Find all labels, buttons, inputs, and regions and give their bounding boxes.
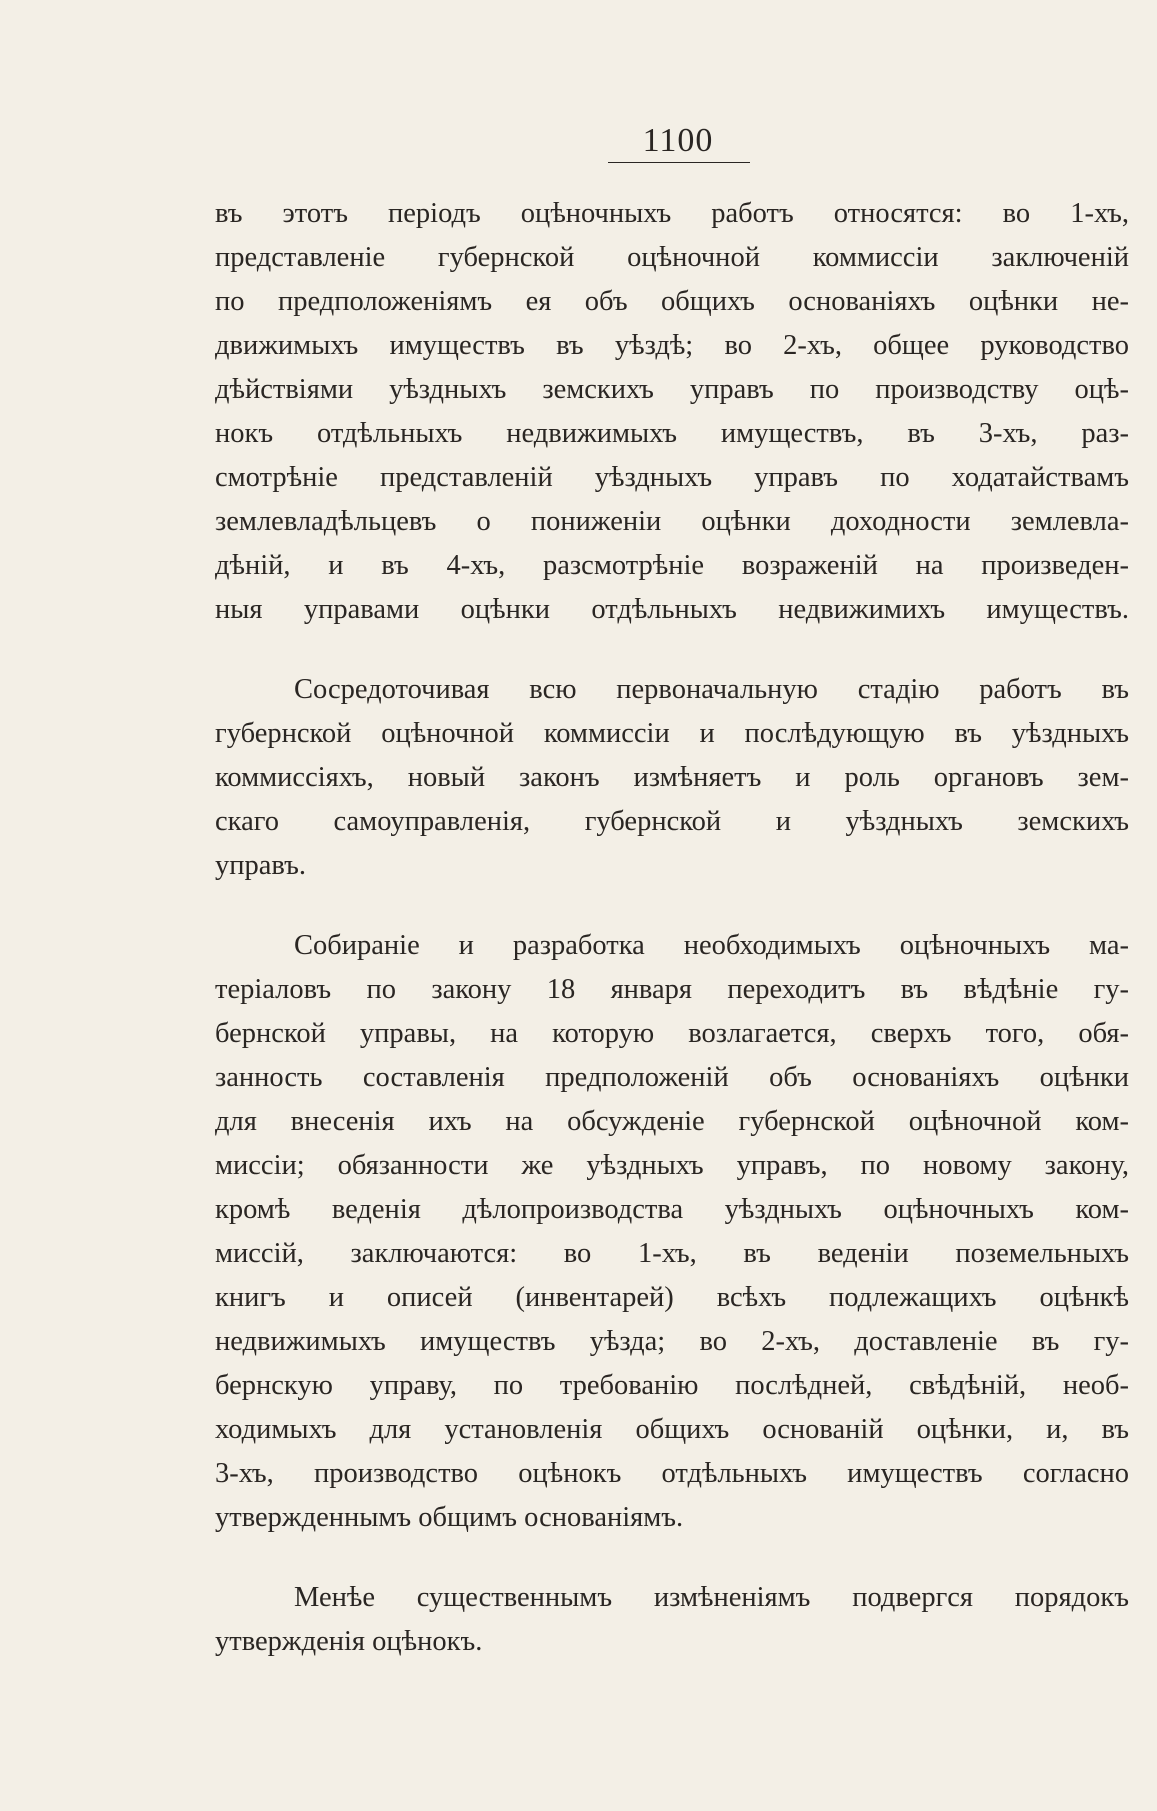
- text-line: Собираніе и разработка необходимыхъ оцѣночныхъ ма-: [294, 930, 1129, 961]
- text-line: книгъ и описей (инвентарей) всѣхъ подлежащихъ оцѣнкѣ: [215, 1282, 1129, 1313]
- text-line: миссіи; обязанности же уѣздныхъ управъ, по новому закону,: [215, 1150, 1129, 1181]
- text-line: дѣній, и въ 4-хъ, разсмотрѣніе возраженій на произведен-: [215, 550, 1129, 581]
- page-number-container: [608, 122, 748, 160]
- text-line: занность составленія предположеній объ основаніяхъ оцѣнки: [215, 1062, 1129, 1093]
- text-line: движимыхъ имуществъ въ уѣздѣ; во 2-хъ, общее руководство: [215, 330, 1129, 361]
- paragraph-3: [215, 924, 1129, 1540]
- text-line: утвержденія оцѣнокъ.: [215, 1626, 483, 1657]
- paragraph-2: [215, 668, 1129, 888]
- text-line: въ этотъ періодъ оцѣночныхъ работъ относятся: во 1-хъ,: [215, 198, 1129, 229]
- text-line: ныя управами оцѣнки отдѣльныхъ недвижимихъ имуществъ.: [215, 594, 1129, 625]
- paragraph-1: [215, 192, 1129, 632]
- page-number-rule: [608, 162, 750, 163]
- text-line: 3-хъ, производство оцѣнокъ отдѣльныхъ имуществъ согласно: [215, 1458, 1129, 1489]
- text-line: недвижимыхъ имуществъ уѣзда; во 2-хъ, доставленіе въ гу-: [215, 1326, 1129, 1357]
- text-line: скаго самоуправленія, губернской и уѣздныхъ земскихъ: [215, 806, 1129, 837]
- page-number: 1100: [642, 122, 714, 159]
- text-line: миссій, заключаются: во 1-хъ, въ веденіи поземельныхъ: [215, 1238, 1129, 1269]
- text-line: кромѣ веденія дѣлопроизводства уѣздныхъ оцѣночныхъ ком-: [215, 1194, 1129, 1225]
- text-line: Менѣе существеннымъ измѣненіямъ подвергся порядокъ: [294, 1582, 1129, 1613]
- text-line: представленіе губернской оцѣночной коммиссіи заключеній: [215, 242, 1129, 273]
- text-line: теріаловъ по закону 18 января переходитъ въ вѣдѣніе гу-: [215, 974, 1129, 1005]
- text-line: утвержденнымъ общимъ основаніямъ.: [215, 1502, 684, 1533]
- body-text: [215, 192, 1129, 1664]
- text-line: по предположеніямъ ея объ общихъ основаніяхъ оцѣнки не-: [215, 286, 1129, 317]
- text-line: управъ.: [215, 850, 307, 881]
- text-line: нокъ отдѣльныхъ недвижимыхъ имуществъ, въ 3-хъ, раз-: [215, 418, 1129, 449]
- text-line: бернской управы, на которую возлагается, сверхъ того, обя-: [215, 1018, 1129, 1049]
- text-line: коммиссіяхъ, новый законъ измѣняетъ и роль органовъ зем-: [215, 762, 1129, 793]
- paragraph-4: [215, 1576, 1129, 1664]
- text-line: дѣйствіями уѣздныхъ земскихъ управъ по производству оцѣ-: [215, 374, 1129, 405]
- text-line: землевладѣльцевъ о пониженіи оцѣнки доходности землевла-: [215, 506, 1129, 537]
- text-line: губернской оцѣночной коммиссіи и послѣдующую въ уѣздныхъ: [215, 718, 1129, 749]
- text-line: Сосредоточивая всю первоначальную стадію работъ въ: [294, 674, 1129, 705]
- text-line: бернскую управу, по требованію послѣдней, свѣдѣній, необ-: [215, 1370, 1129, 1401]
- text-line: ходимыхъ для установленія общихъ основаній оцѣнки, и, въ: [215, 1414, 1129, 1445]
- text-line: для внесенія ихъ на обсужденіе губернской оцѣночной ком-: [215, 1106, 1129, 1137]
- text-line: смотрѣніе представленій уѣздныхъ управъ по ходатайствамъ: [215, 462, 1129, 493]
